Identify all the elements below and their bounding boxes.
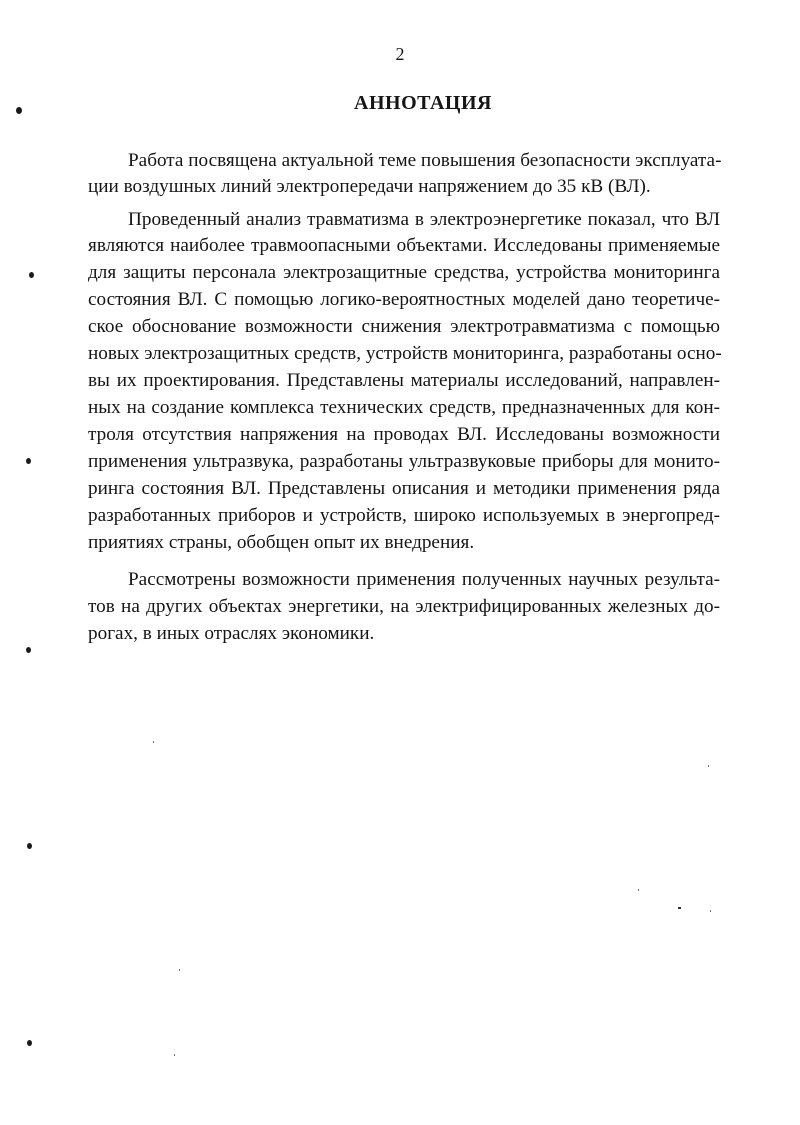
binding-hole-mark <box>26 458 31 464</box>
binding-hole-mark <box>26 647 31 653</box>
page-heading: АННОТАЦИЯ <box>354 92 492 114</box>
text-line: Проведенный анализ травматизма в электроэнергетике показал, что ВЛ <box>128 209 720 230</box>
text-line: ции воздушных линий электропередачи напряжением до 35 кВ (ВЛ). <box>88 176 651 197</box>
scan-speck <box>153 741 154 743</box>
text-line: применения ультразвука, разработаны ультразвуковые приборы для монито- <box>88 451 720 472</box>
binding-hole-mark <box>16 107 22 114</box>
text-line: разработанных приборов и устройств, широко используемых в энергопред- <box>88 505 720 526</box>
scan-speck <box>710 910 711 912</box>
scan-speck <box>174 1054 175 1056</box>
text-line: являются наиболее травмоопасными объектами. Исследованы применяемые <box>88 235 720 256</box>
text-line: троля отсутствия напряжения на проводах ВЛ. Исследованы возможности <box>88 424 720 445</box>
binding-hole-mark <box>27 843 32 849</box>
binding-hole-mark <box>29 272 34 278</box>
text-line: новых электрозащитных средств, устройств мониторинга, разработаны осно- <box>88 343 722 364</box>
text-line: ринга состояния ВЛ. Представлены описания и методики применения ряда <box>88 478 720 499</box>
text-line: Рассмотрены возможности применения полученных научных результа- <box>128 569 720 590</box>
text-line: рогах, в иных отраслях экономики. <box>88 623 375 644</box>
binding-hole-mark <box>27 1040 32 1046</box>
text-line: Работа посвящена актуальной теме повышения безопасности эксплуата- <box>128 150 722 171</box>
scan-speck <box>638 889 639 891</box>
page-number: 2 <box>395 44 405 64</box>
text-line: ское обоснование возможности снижения электротравматизма с помощью <box>88 316 720 337</box>
text-line: состояния ВЛ. С помощью логико-вероятностных моделей дано теоретиче- <box>88 289 720 310</box>
text-line: тов на других объектах энергетики, на электрифицированных железных до- <box>88 596 720 617</box>
text-line: приятиях страны, обобщен опыт их внедрения. <box>88 532 475 553</box>
scan-speck <box>678 907 681 909</box>
scan-speck <box>708 765 709 767</box>
text-line: для защиты персонала электрозащитные средства, устройства мониторинга <box>88 262 720 283</box>
text-line: ных на создание комплекса технических средств, предназначенных для кон- <box>88 397 720 418</box>
text-line: вы их проектирования. Представлены материалы исследований, направлен- <box>88 370 720 391</box>
scan-speck <box>179 969 180 971</box>
